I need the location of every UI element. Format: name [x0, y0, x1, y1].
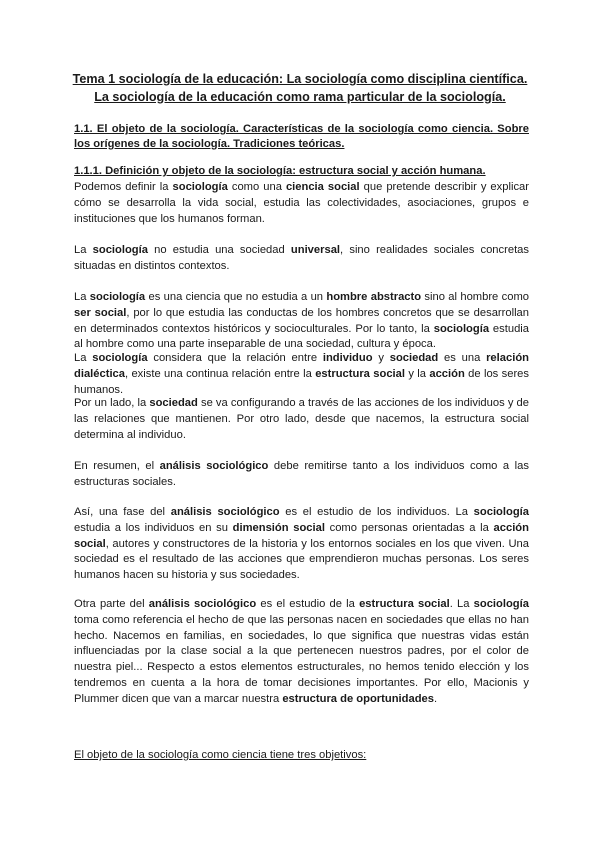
text-run: que pretende describir y explicar cómo se desarrolla la vida social, estudia las colectividades, asociaciones, grupos e instituciones que los humanos forman. [74, 181, 529, 225]
text-run: Así, una fase del [74, 506, 171, 518]
text-run: debe remitirse tanto a los individuos como a las estructuras sociales. [74, 460, 529, 488]
bold-term: estructura social [315, 367, 405, 380]
paragraph [74, 505, 529, 584]
paragraph [74, 597, 529, 708]
text-run: , sino realidades sociales concretas situadas en distintos contextos. [74, 244, 529, 272]
paragraph [74, 351, 529, 398]
text-run: estudia a los individuos en su [74, 521, 233, 534]
text-run: , por lo que estudia las conductas de los hombres concretos que se desarrollan en determinados contextos históricos y socioculturales. Por lo tanto, la [74, 306, 530, 335]
text-run: La [74, 244, 93, 256]
paragraph [74, 396, 529, 443]
bold-term: dimensión social [232, 521, 325, 534]
text-run: , autores y constructores de la historia y los entornos sociales en los que viven. Una sociedad es el resultado de las acciones que emprendieron muchas personas. Los seres humanos hacen su historia y sus sociedades. [74, 537, 529, 582]
text-run: Otra parte del [74, 598, 149, 610]
bold-term: sociedad [389, 352, 439, 364]
bold-term: sociología [172, 181, 228, 193]
bold-term: universal [290, 244, 341, 256]
paragraph [74, 459, 529, 491]
text-run: . [434, 692, 438, 705]
bold-term: sociología [92, 244, 148, 256]
bold-term: sociología [433, 322, 490, 335]
text-run: sino al hombre como [421, 291, 529, 303]
bold-term: estructura de oportunidades [282, 692, 434, 705]
bold-term: acción [429, 367, 465, 380]
bold-term: sociología [473, 598, 529, 610]
bold-term: estructura social [359, 598, 450, 610]
text-run: considera que la relación entre [147, 352, 323, 364]
bold-term: sociología [89, 291, 146, 303]
bold-term: análisis sociológico [159, 460, 269, 472]
text-run: se va configurando a través de las acciones de los individuos y de las relaciones que mantienen. Por otro lado, desde que nacemos, la estructura social determina al individuo. [74, 397, 529, 441]
bold-term: análisis sociológico [148, 598, 257, 610]
bold-term: individuo [322, 352, 373, 364]
section-heading: 1.1. El objeto de la sociología. Características de la sociología como ciencia. Sobre los orígenes de la sociología. Tradiciones teóricas. [74, 123, 529, 150]
text-run: como personas orientadas a la [324, 521, 494, 534]
text-run: y la [404, 367, 430, 380]
bold-term: análisis sociológico [170, 506, 280, 518]
text-run: es una [438, 352, 487, 364]
text-run: La [74, 291, 90, 303]
text-run: La [74, 352, 93, 364]
paragraph [74, 243, 529, 275]
text-run: estudia al hombre como una parte inseparable de una sociedad, cultura y época. [74, 322, 530, 351]
bold-term: relación dialéctica [74, 352, 529, 380]
text-run: es el estudio de la [256, 598, 360, 610]
paragraph [74, 180, 529, 227]
bold-term: ser social [74, 306, 127, 319]
text-run: . La [449, 598, 474, 610]
paragraph [74, 290, 529, 353]
bold-term: ciencia social [285, 181, 360, 193]
bold-term: sociología [92, 352, 148, 364]
bold-term: sociedad [149, 397, 198, 409]
text-run: es el estudio de los individuos. La [279, 506, 474, 518]
text-run: , existe una continua relación entre la [125, 367, 316, 380]
subsection-heading: 1.1.1. Definición y objeto de la sociología: estructura social y acción humana. [74, 165, 486, 177]
text-run: toma como referencia el hecho de que las personas nacen en sociedades que ellas no han hecho. Nacemos en familias, en sociedades, lo que significa que nuestras vidas están influenciadas por la clase social a la que pertenecen nuestros padres, por el color de nuestra piel... Respecto a estos elementos estructurales, no hemos tenido elección y los tendremos en cuenta a la hora de tomar decisiones importantes. Por ello, Macionis y Plummer dicen que van a marcar nuestra [74, 613, 529, 705]
closing-heading: El objeto de la sociología como ciencia tiene tres objetivos: [74, 749, 367, 761]
text-run: En resumen, el [74, 460, 160, 472]
bold-term: hombre abstracto [326, 291, 422, 303]
text-run: Podemos definir la [74, 181, 173, 193]
text-run: y [372, 352, 390, 364]
text-run: no estudia una sociedad [147, 244, 291, 256]
bold-term: sociología [473, 506, 529, 518]
text-run: es una ciencia que no estudia a un [145, 291, 327, 303]
document-title: Tema 1 sociología de la educación: La sociología como disciplina científica. La sociología de la educación como rama particular de la sociología. [72, 72, 528, 104]
bold-term: acción social [74, 521, 529, 550]
text-run: Por un lado, la [74, 397, 150, 409]
text-run: como una [227, 181, 286, 193]
text-run: de los seres humanos. [74, 367, 529, 396]
